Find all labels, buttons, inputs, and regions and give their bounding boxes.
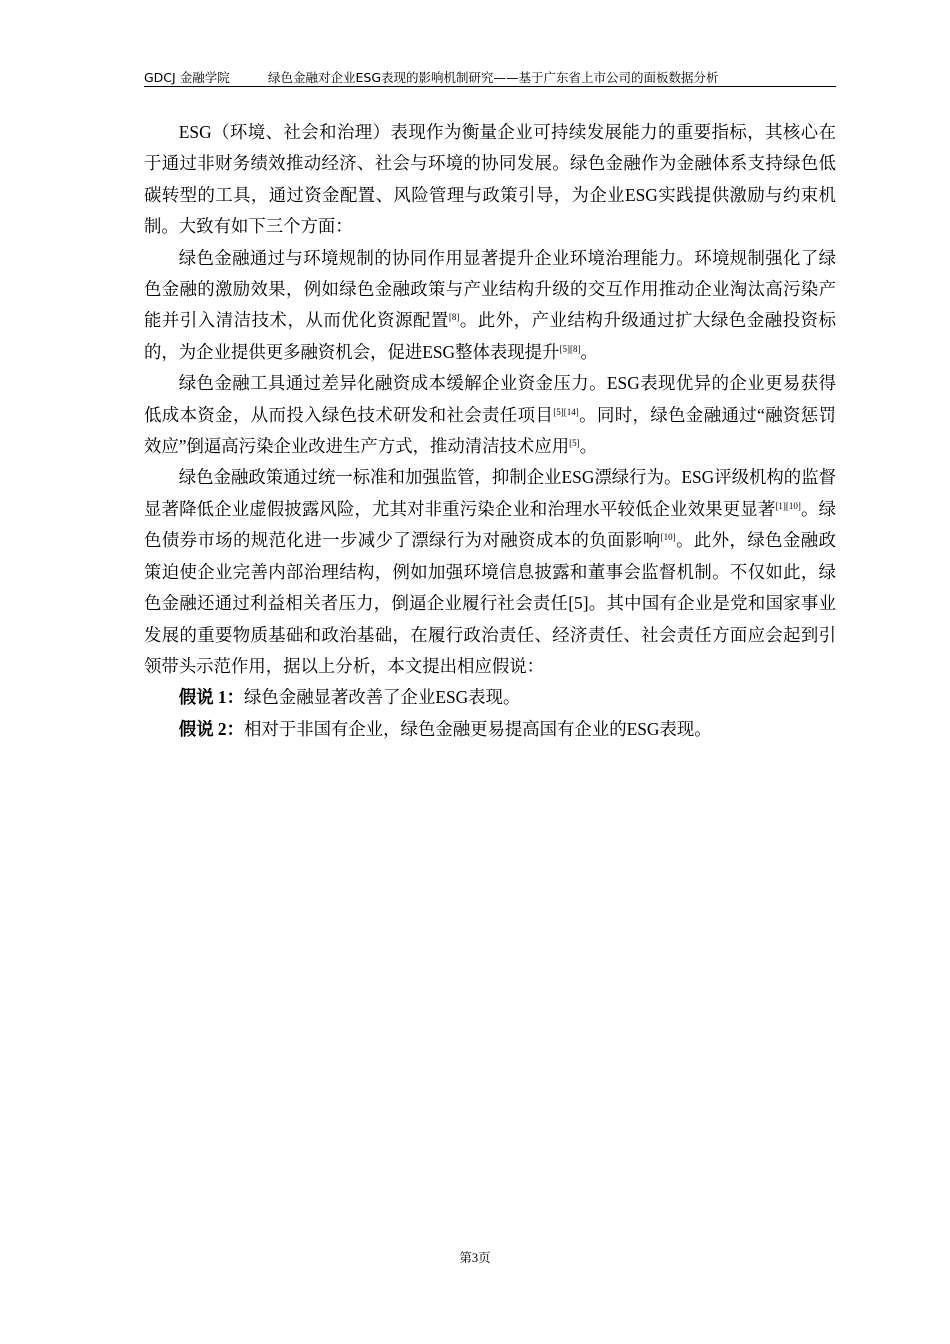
paragraph-text: 。 [579,436,598,457]
hypothesis-colon: ： [226,718,245,739]
citation: [5][8] [559,343,581,354]
paragraph-text: 。 [580,341,598,362]
hypothesis-text: 相对于非国有企业，绿色金融更易提高国有企业的ESG表现。 [244,718,712,739]
hypothesis-2 [144,714,836,745]
paragraph-text: 绿色金融工具通过差异化融资成本缓解企业资金压力。ESG表现优异的企业更易获得低成本资金，从而投入绿色技术研发和社会责任项目 [144,373,836,425]
citation: [5] [569,438,580,449]
running-header [144,66,836,87]
citation: [5][14] [553,406,579,417]
paragraph-financing-cost [144,368,836,462]
hypothesis-label: 假说 1 [178,687,227,708]
header-title: 绿色金融对企业ESG表现的影响机制研究——基于广东省上市公司的面板数据分析 [268,70,719,85]
paragraph-text: 。绿色债券市场的规范化进一步减少了漂绿行为对融资成本的负面影响 [144,498,836,551]
paragraph-text: 。同时，绿色金融通过“融资惩罚效应”倒逼高污染企业改进生产方式，推动清洁技术应用 [144,404,836,457]
paragraph-text: 绿色金融政策通过统一标准和加强监管，抑制企业ESG漂绿行为。ESG评级机构的监督显著降低企业虚假披露风险，尤其对非重污染企业和治理水平较低企业效果更显著 [144,467,836,519]
paragraph-text: 。此外，产业结构升级通过扩大绿色金融投资标的，为企业提供更多融资机会，促进ESG整体表现提升 [144,310,836,362]
paragraph-environmental-regulation [144,243,836,369]
paragraph-intro: ESG（环境、社会和治理）表现作为衡量企业可持续发展能力的重要指标，其核心在于通过非财务绩效推动经济、社会与环境的协同发展。绿色金融作为金融体系支持绿色低碳转型的工具，通过资金配置、风险管理与政策引导，为企业ESG实践提供激励与约束机制。大致有如下三个方面： [144,122,836,237]
hypothesis-label: 假说 2 [178,718,227,739]
citation: [10] [660,532,676,543]
paragraph-greenwashing [144,462,836,682]
citation: [1][10] [775,500,801,511]
header-school: GDCJ 金融学院 [144,70,230,85]
hypothesis-1 [144,682,836,713]
page-number: 第3页 [459,1251,491,1265]
hypothesis-colon: ： [226,687,245,708]
citation: [8] [448,312,460,323]
hypothesis-text: 绿色金融显著改善了企业ESG表现。 [244,687,521,708]
paragraph-text: 。此外，绿色金融政策迫使企业完善内部治理结构，例如加强环境信息披露和董事会监督机制。不仅如此，绿色金融还通过利益相关者压力，倒逼企业履行社会责任[5]。其中国有企业是党和国家事业发展的重要物质基础和政治基础，在履行政治责任、经济责任、社会责任方面应会起到引领带头示范作用，据以上分析，本文提出相应假说： [144,530,836,676]
body-text [144,117,836,745]
paragraph-text: 绿色金融通过与环境规制的协同作用显著提升企业环境治理能力。环境规制强化了绿色金融的激励效果，例如绿色金融政策与产业结构升级的交互作用推动企业淘汰高污染产能并引入清洁技术，从而优化资源配置 [144,247,836,331]
